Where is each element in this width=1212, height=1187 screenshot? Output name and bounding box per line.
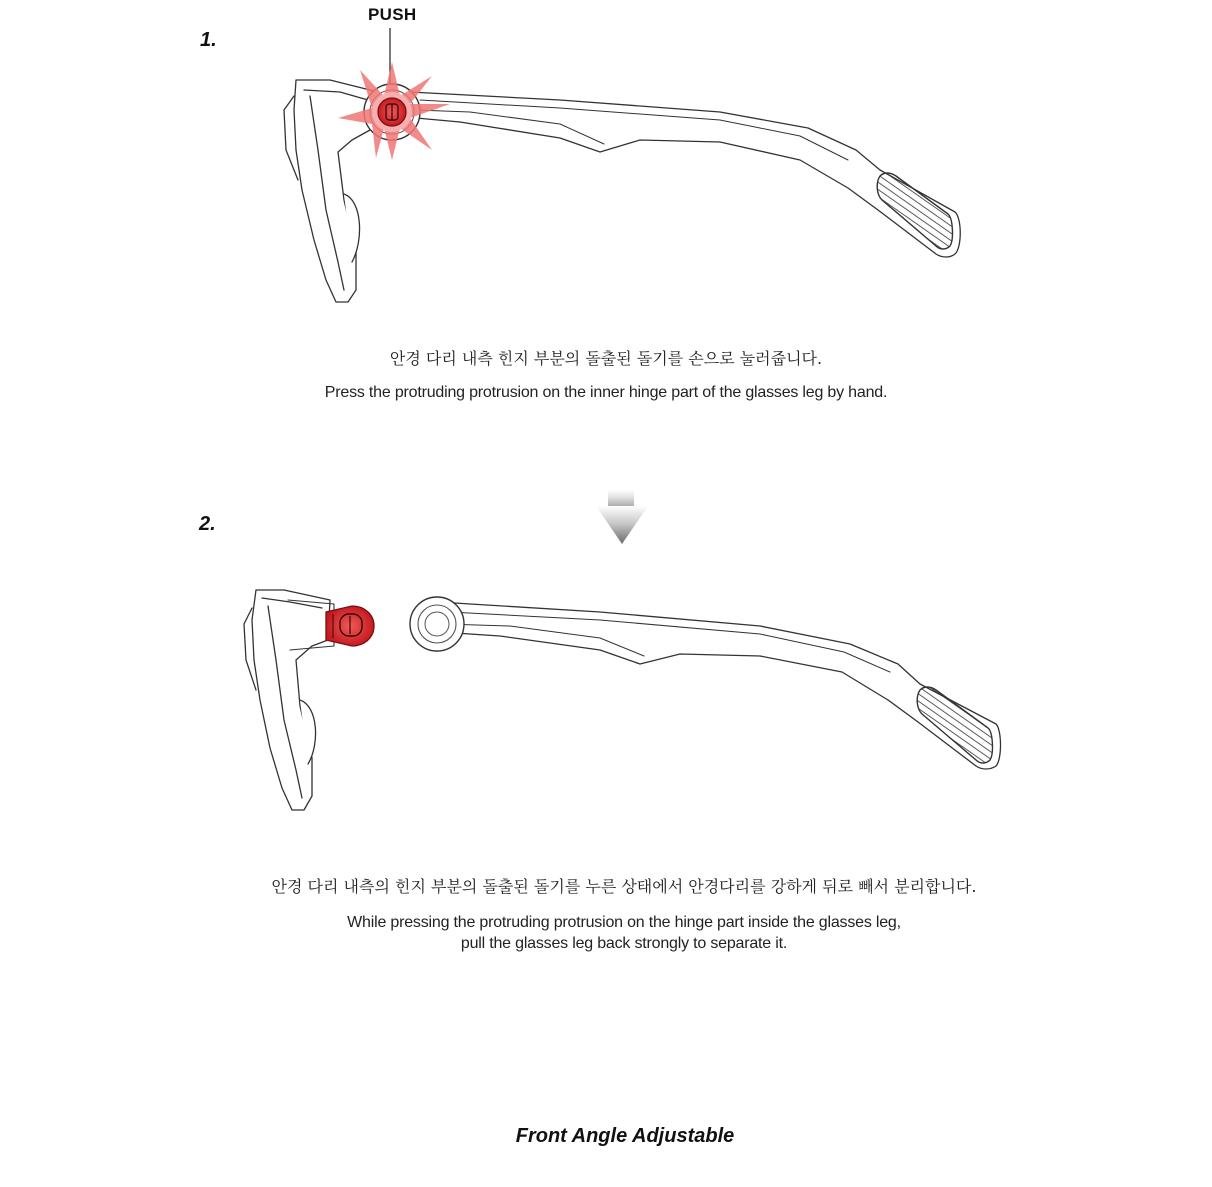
hinge-knob-icon — [326, 606, 374, 646]
footer-title: Front Angle Adjustable — [515, 1125, 735, 1147]
step1-caption-ko: 안경 다리 내측 힌지 부분의 돌출된 돌기를 손으로 눌러줍니다. — [389, 349, 823, 368]
glasses2-temple-arm — [438, 602, 1001, 769]
step2-caption-en-line2: pull the glasses leg back strongly to separate it. — [460, 935, 788, 952]
step1-number: 1. — [200, 29, 217, 51]
down-arrow-icon — [596, 490, 648, 544]
glasses2-grip — [917, 687, 992, 763]
step1-caption-en: Press the protruding protrusion on the inner hinge part of the glasses leg by hand. — [324, 384, 888, 401]
step2-caption-ko: 안경 다리 내측의 힌지 부분의 돌출된 돌기를 누른 상태에서 안경다리를 강하게 뒤로 빼서 분리합니다. — [271, 877, 977, 896]
glasses1-temple-arm — [410, 92, 960, 257]
step2-caption-en-line1: While pressing the protruding protrusion on the hinge part inside the glasses leg, — [347, 914, 901, 931]
glasses2-front-frame — [252, 590, 330, 810]
push-label: PUSH — [368, 5, 417, 24]
step2-number: 2. — [199, 513, 216, 535]
